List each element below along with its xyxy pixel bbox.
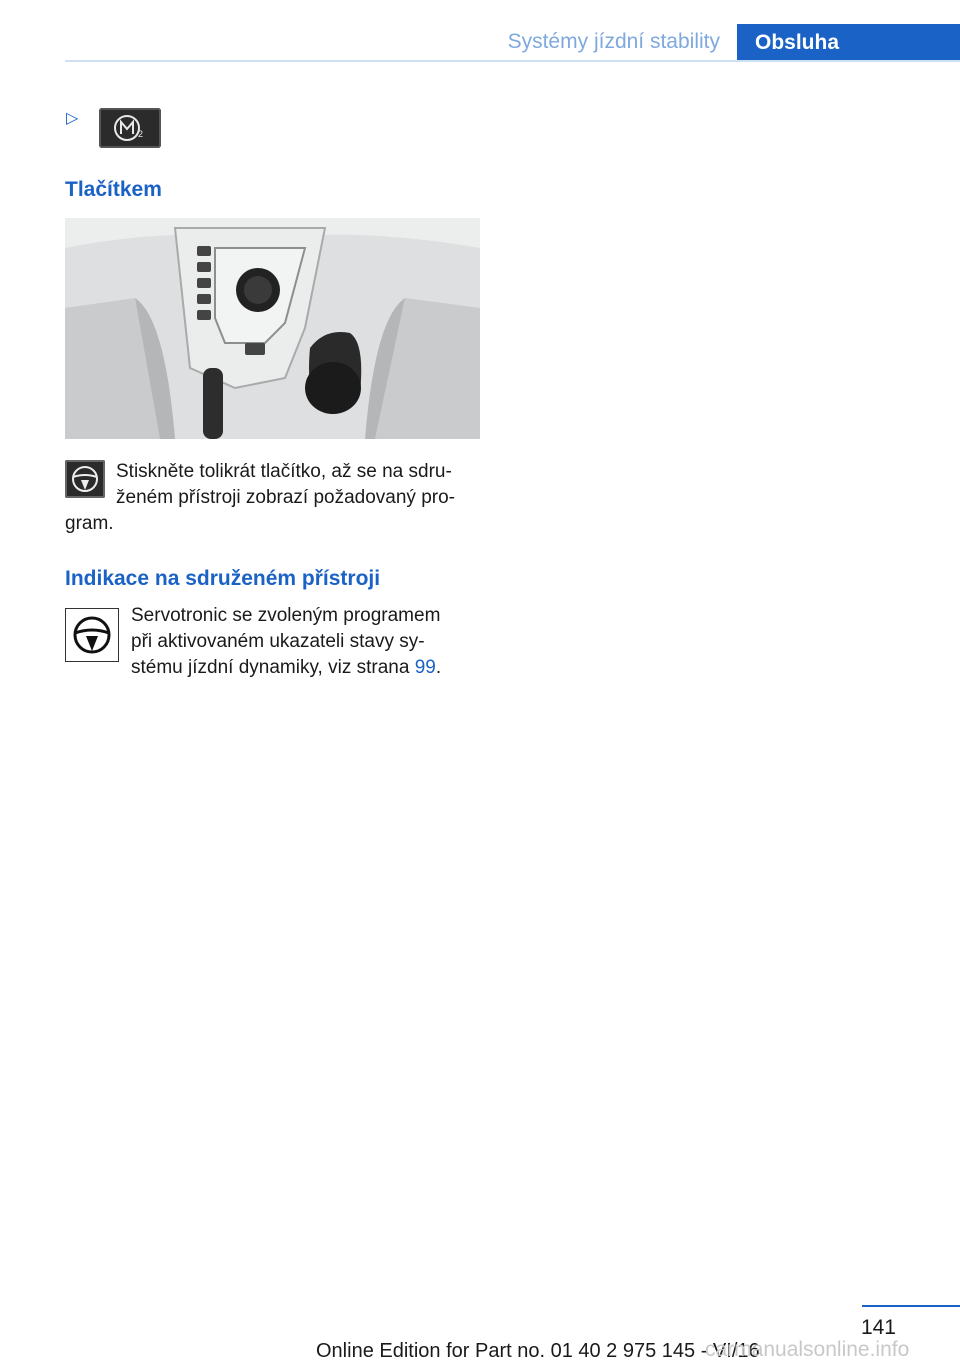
page-reference-link[interactable]: 99 bbox=[414, 657, 436, 678]
page-number-rule bbox=[862, 1305, 960, 1307]
instruction-line-1: Stiskněte tolikrát tlačítko, až se na sdru- bbox=[116, 461, 452, 482]
header-section-title: Systémy jízdní stability bbox=[507, 30, 720, 53]
display-text-line-1: Servotronic se zvoleným programem bbox=[131, 605, 441, 626]
header-divider bbox=[65, 60, 960, 62]
instruction-line-2: ženém přístroji zobrazí požadovaný pro- bbox=[116, 487, 455, 508]
steering-wheel-button-icon bbox=[65, 460, 105, 498]
svg-text:2: 2 bbox=[138, 129, 144, 139]
instruction-line-3: gram. bbox=[65, 513, 114, 534]
display-text-line-3-suffix: . bbox=[435, 657, 442, 678]
page-number: 141 bbox=[860, 1316, 896, 1339]
section-heading-display: Indikace na sdruženém přístroji bbox=[65, 567, 381, 590]
watermark: carmanualsonline.info bbox=[705, 1338, 910, 1361]
bullet-marker: ▷ bbox=[66, 110, 79, 127]
footer-edition: Online Edition for Part no. 01 40 2 975 145 - VI/16 bbox=[316, 1340, 760, 1362]
header-chapter-tab[interactable]: Obsluha bbox=[737, 24, 960, 62]
center-console-button-photo bbox=[65, 218, 480, 439]
section-heading-button: Tlačítkem bbox=[65, 178, 162, 201]
m2-mode-button-icon bbox=[99, 108, 161, 148]
display-text-line-2: při aktivovaném ukazateli stavy sy- bbox=[131, 631, 425, 652]
steering-wheel-indicator-icon bbox=[65, 608, 119, 662]
display-text-line-3 bbox=[131, 655, 441, 681]
display-text-line-3-prefix: stému jízdní dynamiky, viz strana bbox=[131, 657, 415, 678]
